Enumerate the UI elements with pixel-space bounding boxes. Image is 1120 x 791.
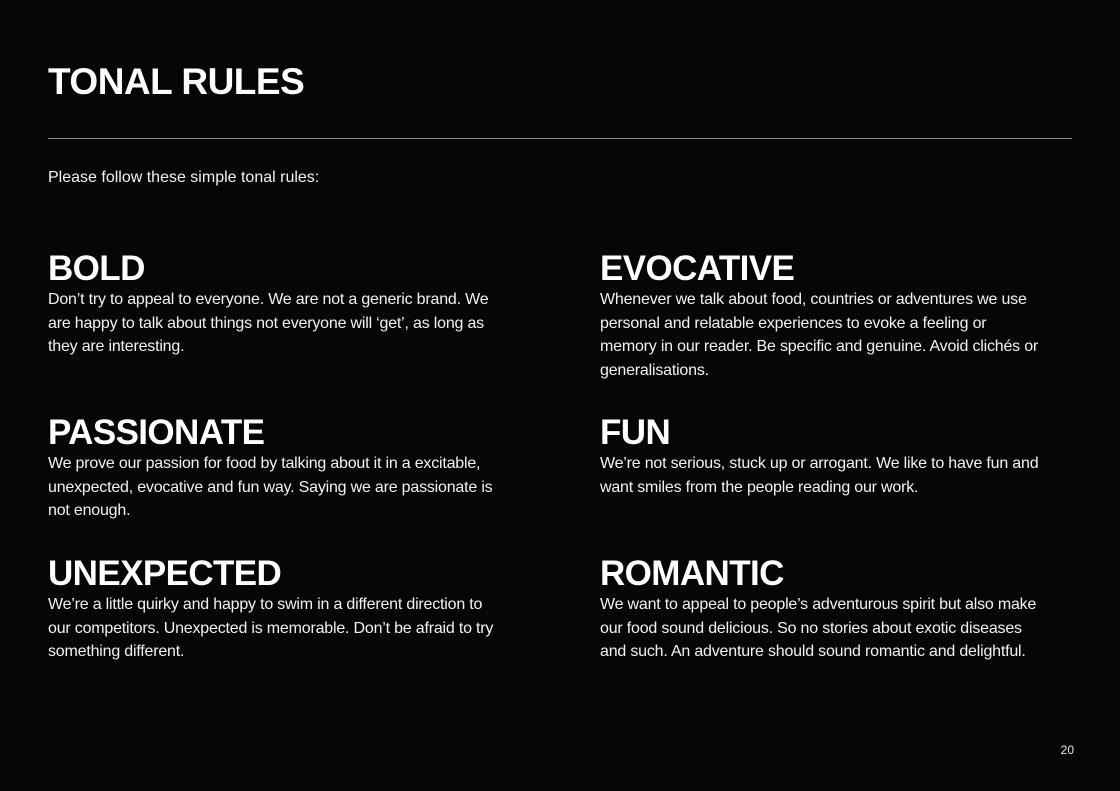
rule-heading-unexpected: UNEXPECTED [48, 554, 282, 593]
intro-text: Please follow these simple tonal rules: [48, 169, 320, 186]
rule-body-passionate: We prove our passion for food by talking about it in a excitable, unexpected, evocative and fun way. Saying we are passionate is not enough. [48, 455, 493, 519]
rule-heading-fun: FUN [600, 413, 671, 452]
rule-bold [48, 250, 503, 359]
rule-body-evocative: Whenever we talk about food, countries or adventures we use personal and relatable experiences to evoke a feeling or memory in our reader. Be specific and genuine. Avoid clichés or generalisations. [600, 291, 1039, 379]
rule-heading-romantic: ROMANTIC [600, 554, 784, 593]
rule-passionate [48, 414, 503, 523]
rule-heading-bold: BOLD [48, 249, 145, 288]
rule-body-romantic: We want to appeal to people’s adventurous spirit but also make our food sound delicious. So no stories about exotic diseases and such. An adventure should sound romantic and delightful. [600, 596, 1037, 660]
page-number: 20 [1060, 743, 1074, 757]
rule-body-fun: We’re not serious, stuck up or arrogant. We like to have fun and want smiles from the people reading our work. [600, 455, 1039, 496]
rule-unexpected [48, 555, 503, 664]
rule-heading-evocative: EVOCATIVE [600, 249, 795, 288]
rule-heading-passionate: PASSIONATE [48, 413, 265, 452]
rule-evocative [600, 250, 1040, 382]
rule-body-unexpected: We’re a little quirky and happy to swim in a different direction to our competitors. Unexpected is memorable. Don’t be afraid to try something different. [48, 596, 494, 660]
rule-romantic [600, 555, 1040, 664]
title-divider [48, 138, 1072, 139]
page-title: TONAL RULES [48, 61, 305, 102]
rule-body-bold: Don’t try to appeal to everyone. We are not a generic brand. We are happy to talk about things not everyone will ‘get’, as long as they are interesting. [48, 291, 489, 355]
rule-fun [600, 414, 1040, 499]
